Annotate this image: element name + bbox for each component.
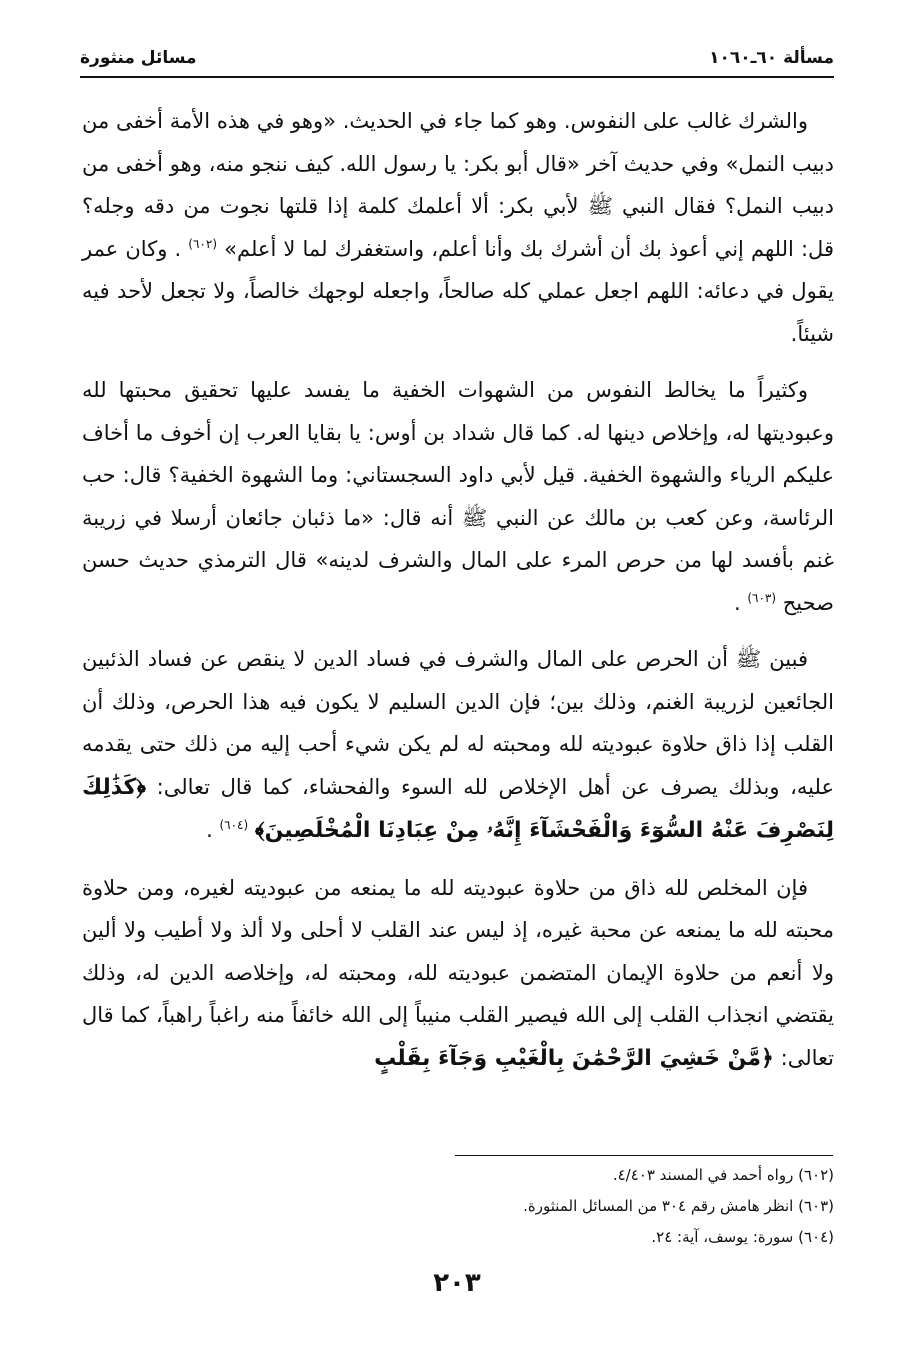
footnotes xyxy=(82,1160,834,1253)
paragraph-1 xyxy=(82,100,834,355)
paragraph-tail: . xyxy=(206,818,213,842)
quran-verse: ﴿مَّنْ خَشِيَ الرَّحْمَٰنَ بِالْغَيْبِ وَجَآءَ بِقَلْبٍ xyxy=(374,1045,774,1071)
paragraph-2 xyxy=(82,369,834,624)
paragraph-text: فإن المخلص لله ذاق من حلاوة عبوديته لله ما يمنعه من عبوديته لغيره، ومن حلاوة محبته لله ما يمنعه عن محبة غيره، إذ ليس عند القلب لا أحلى ولا ألذ ولا أطيب ولا ألين ولا أنعم من حلاوة الإيمان المتضمن عبوديته لله، ومحبته له، وإخلاصه الدين له، وذلك يقتضي انجذاب القلب إلى الله فيصير القلب منيباً إلى الله خائفاً منه راغباً راهباً، كما قال تعالى: xyxy=(82,875,834,1070)
footnote-ref: (٦٠٤) xyxy=(219,818,249,832)
paragraph-3 xyxy=(82,638,834,853)
footnote-603: (٦٠٣) انظر هامش رقم ٣٠٤ من المسائل المنثورة. xyxy=(523,1197,834,1215)
footnote-ref: (٦٠٣) xyxy=(747,590,777,605)
running-head xyxy=(80,44,834,74)
main-text xyxy=(82,100,834,1094)
paragraph-text: فبين ﷺ أن الحرص على المال والشرف في فساد الدين لا ينقص عن فساد الذئبين الجائعين لزريبة الغنم، وذلك بين؛ فإن الدين السليم لا يكون فيه هذا الحرص، وذلك أن القلب إذا ذاق حلاوة عبوديته لله ومحبته له لم يكن شيء أحب إليه من ذلك حتى يقدمه عليه، وبذلك يصرف عن أهل الإخلاص لله السوء والفحشاء، كما قال تعالى: xyxy=(82,647,834,799)
footnote-604: (٦٠٤) سورة: يوسف، آية: ٢٤. xyxy=(651,1228,834,1246)
footnote-602: (٦٠٢) رواه أحمد في المسند ٤/٤٠٣. xyxy=(612,1166,834,1184)
paragraph-tail: . xyxy=(733,590,741,615)
paragraph-text: وكثيراً ما يخالط النفوس من الشهوات الخفية ما يفسد عليها تحقيق محبتها لله وعبوديتها له، وإخلاص دينها له. كما قال شداد بن أوس: يا بقايا العرب إن أخوف ما أخاف عليكم الرياء والشهوة الخفية. قيل لأبي داود السجستاني: وما الشهوة الخفية؟ قال: حب الرئاسة، وعن كعب بن مالك عن النبي ﷺ أنه قال: «ما ذئبان جائعان أرسلا في زريبة غنم بأفسد لها من حرص المرء على المال والشرف لدينه» قال الترمذي حديث حسن صحيح xyxy=(82,378,834,615)
book-title: مسائل منثورة xyxy=(80,48,197,68)
paragraph-tail: . وكان عمر يقول في دعائه: اللهم اجعل عملي كله صالحاً، واجعله لوجهك خالصاً، ولا تجعل لأحد فيه شيئاً. xyxy=(82,236,834,346)
footnote-ref: (٦٠٢) xyxy=(188,236,218,251)
page-number: ٢٠٣ xyxy=(433,1268,481,1298)
paragraph-4 xyxy=(82,867,834,1081)
footnote-rule xyxy=(455,1155,833,1156)
issue-title: مسألة ٦٠ـ١٠٦٠ xyxy=(709,48,834,68)
header-rule xyxy=(80,76,834,78)
paragraph-text: والشرك غالب على النفوس. وهو كما جاء في الحديث. «وهو في هذه الأمة أخفى من دبيب النمل» وفي حديث آخر «قال أبو بكر: يا رسول الله. كيف ننجو منه، وهو أخفى من دبيب النمل؟ فقال النبي ﷺ لأبي بكر: ألا أعلمك كلمة إذا قلتها نجوت من دقه وجله؟ قل: اللهم إني أعوذ بك أن أشرك بك وأنا أعلم، واستغفرك لما لا أعلم» xyxy=(82,109,834,261)
quran-verse: ﴿كَذَٰلِكَ لِنَصْرِفَ عَنْهُ السُّوٓءَ وَالْفَحْشَآءَ إِنَّهُۥ مِنْ عِبَادِنَا الْمُخْلَصِينَ﴾ xyxy=(82,774,834,843)
